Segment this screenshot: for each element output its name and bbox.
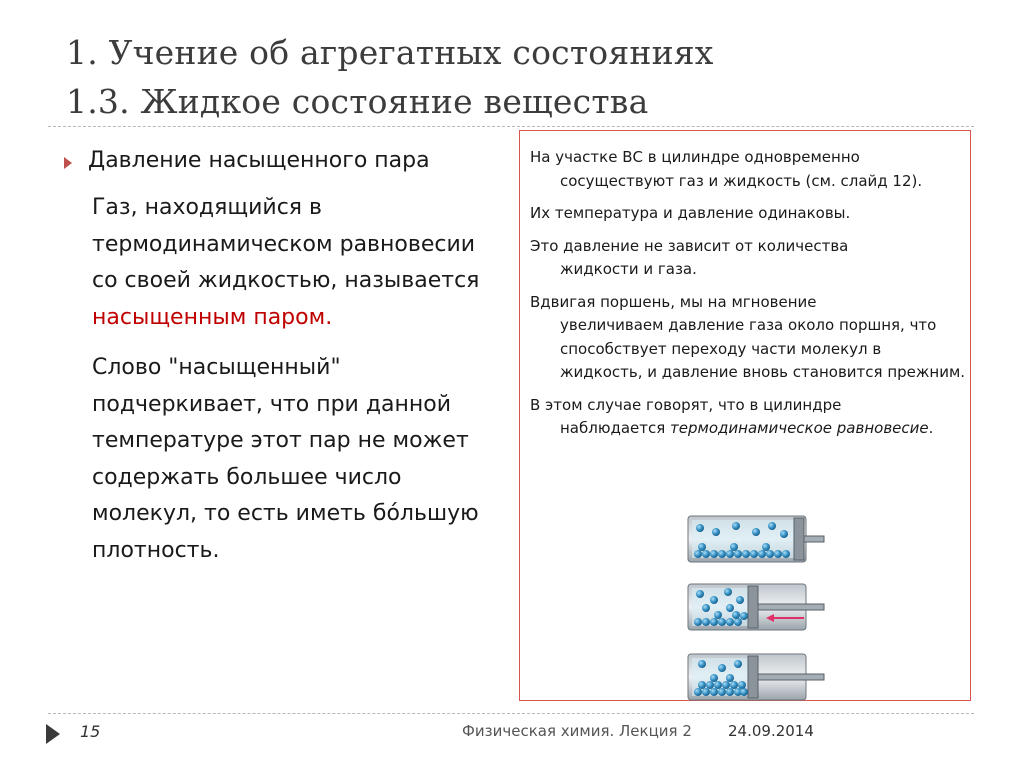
main-content	[62, 146, 502, 569]
info-line: увеличиваем давление газа около поршня, что способствует переходу части молекул в жидкость, и давление вновь становится прежним.	[560, 316, 966, 381]
definition-paragraph	[92, 190, 502, 336]
explanation-paragraph: Слово "насыщенный" подчеркивает, что при данной температуре этот пар не может содержать большее число молекул, то есть иметь бо́льшую плотность.	[92, 355, 479, 563]
bullet-item	[62, 146, 502, 176]
triangle-bullet-icon	[64, 157, 72, 169]
info-line: Это давление не зависит от количества	[530, 236, 849, 255]
info-line: На участке ВС в цилиндре одновременно	[530, 148, 860, 166]
cylinder-equilibrium-graphic	[686, 512, 826, 566]
info-line: жидкости и газа.	[560, 260, 697, 278]
slide-title	[66, 28, 986, 126]
definition-highlight: насыщенным паром.	[92, 304, 333, 330]
cylinder-illustration-1	[686, 512, 826, 566]
info-text: .	[928, 419, 934, 437]
info-line: Их температура и давление одинаковы.	[530, 204, 851, 222]
definition-text: Газ, находящийся в термодинамическом равновесии со своей жидкостью, называется	[92, 195, 480, 293]
info-paragraph-3	[530, 235, 966, 282]
info-paragraph-2	[530, 202, 966, 226]
info-box-text	[530, 146, 966, 450]
info-line: сосуществуют газ и жидкость (см. слайд 12).	[560, 171, 923, 190]
info-line: Вдвигая поршень, мы на мгновение	[530, 292, 817, 311]
triangle-arrow-icon	[46, 724, 60, 744]
info-paragraph-1	[530, 146, 966, 193]
title-line-1: 1. Учение об агрегатных состояниях	[66, 33, 714, 72]
slide-date: 24.09.2014	[728, 722, 814, 740]
info-emphasis: термодинамическое равновесие	[670, 419, 929, 437]
page-number: 15	[80, 722, 101, 741]
info-text: наблюдается	[560, 419, 671, 437]
course-name: Физическая химия. Лекция 2	[462, 722, 692, 740]
cylinder-illustration-2	[686, 580, 826, 634]
info-line: В этом случае говорят, что в цилиндре	[530, 395, 842, 414]
cylinder-illustration-3	[686, 650, 826, 704]
footer-divider	[48, 713, 974, 714]
cylinder-compression-graphic	[686, 580, 826, 634]
info-line	[530, 417, 966, 441]
info-paragraph-5	[530, 394, 966, 441]
info-paragraph-4	[530, 291, 966, 385]
cylinder-restored-graphic	[686, 650, 826, 704]
title-divider	[48, 126, 974, 127]
bullet-text: Давление насыщенного пара	[88, 148, 430, 173]
title-line-2: 1.3. Жидкое состояние вещества	[66, 82, 649, 121]
